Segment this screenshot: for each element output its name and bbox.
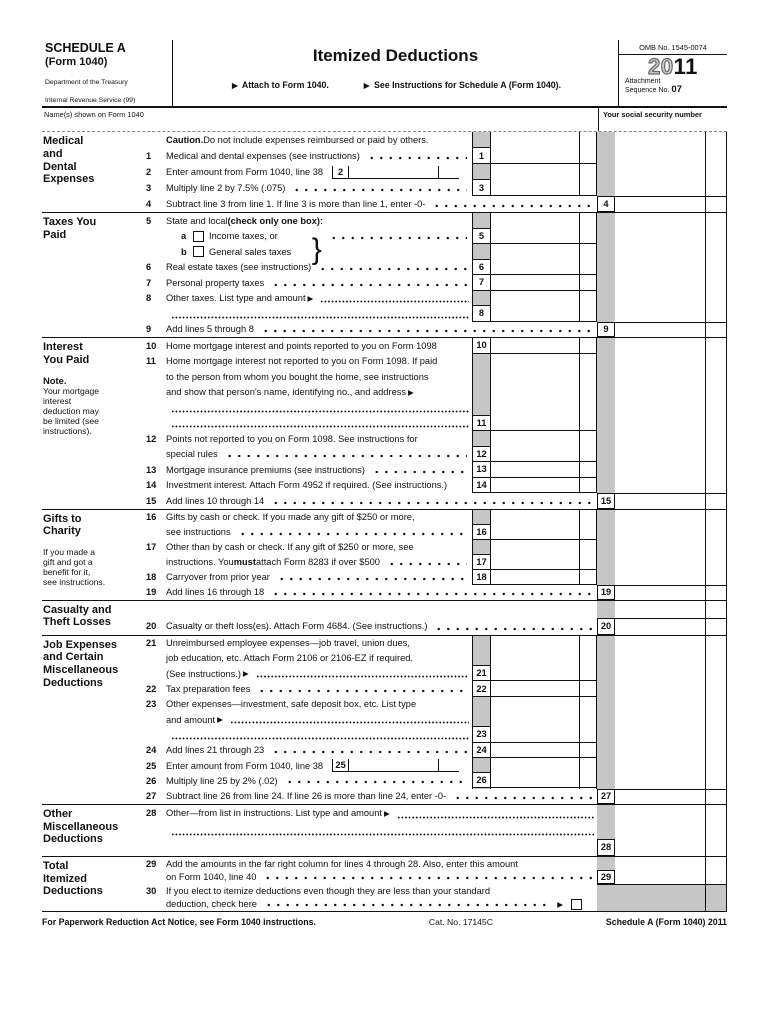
dot-leader xyxy=(453,796,592,800)
year-bold-digits: 11 xyxy=(673,54,698,79)
schedule-name: SCHEDULE A xyxy=(45,41,126,55)
right-cell-rule xyxy=(597,322,726,323)
line-24-label: Add lines 21 through 23 xyxy=(166,745,265,756)
line-26-number: 26 xyxy=(146,775,157,786)
right-cents-rule xyxy=(705,857,706,911)
line-29-number: 29 xyxy=(146,858,157,869)
line-16-label: Gifts by cash or check. If you made any gift of $250 or more, xyxy=(166,512,415,522)
line-1-number: 1 xyxy=(146,151,152,161)
line-11-number: 11 xyxy=(146,356,156,367)
arrow-icon xyxy=(364,81,370,90)
right-cell-rule xyxy=(597,585,726,586)
line-19-amount-field[interactable] xyxy=(615,585,726,600)
right-number-band xyxy=(597,636,615,804)
dot-leader xyxy=(225,454,467,458)
line-30-label: If you elect to itemize deductions even though they are less than your standard xyxy=(166,885,491,896)
title-block xyxy=(173,40,618,106)
write-in-line[interactable] xyxy=(230,721,469,724)
paperwork-notice: For Paperwork Reduction Act Notice, see Form 1040 instructions. xyxy=(42,916,316,927)
line-9-number: 9 xyxy=(146,324,152,335)
ssn-field[interactable]: Your social security number xyxy=(598,108,727,131)
line-20-label: Casualty or theft loss(es). Attach Form 4684. (See instructions.) xyxy=(166,621,428,631)
line-22-label: Tax preparation fees xyxy=(166,684,251,695)
line-5-box-number: 5 xyxy=(473,228,491,244)
right-cell-rule xyxy=(597,618,726,619)
line-5b-label: General sales taxes xyxy=(209,246,292,257)
dot-leader xyxy=(271,501,592,505)
section-gifts: Gifts to Charity If you made a gift and got a benefit for it, see instructions. 16 17 18 19 16 Gifts by cash or check. If you made any gift of $250 or more, see instructions 17 Other than by cash or check. If any gift of $250 or more, see instructions. You must attach Form 8283 if over $500 18 Carryover from prior year 19 Add lines 16 through 18 xyxy=(42,510,727,601)
line-25-number: 25 xyxy=(146,760,157,771)
line-20-box-number: 20 xyxy=(597,618,615,635)
dot-leader xyxy=(271,750,467,754)
section-medical xyxy=(42,132,727,213)
line-16-number: 16 xyxy=(146,512,157,522)
dot-leader xyxy=(238,532,467,536)
section-interest: Interest You Paid Note. Your mortgage interest deduction may be limited (see instructions). 10 11 12 13 14 15 10 Home mortgage interest and points reported to you on Form 1098 11 Home mortgage interest not reported to you on Form 1098. If paid to the person from whom you bought the home, see instructions and show that person's name, identifying no., and address ▶ 12 Points not reported to you on Form 1098. See instructions for special rules 13 Mortgage insurance premiums (see instructions) 14 Investment interest. Attach Form 4952 if required. (See instructions.) 15 Add lines 10 through 14 xyxy=(42,338,727,510)
line-5a-letter: a xyxy=(181,231,187,242)
dot-leader xyxy=(271,592,592,596)
arrow-icon xyxy=(232,81,238,90)
line-18-box-number: 18 xyxy=(473,569,491,584)
line-12-label: Points not reported to you on Form 1098. See instructions for xyxy=(166,433,418,444)
line-14-box-number: 14 xyxy=(473,477,491,493)
line-2-amount-field[interactable] xyxy=(349,166,438,178)
line-27-label: Subtract line 26 from line 24. If line 26 is more than line 24, enter -0- xyxy=(166,791,447,802)
line-13-box-number: 13 xyxy=(473,461,491,477)
line-5-number: 5 xyxy=(146,215,152,226)
line-4-amount-field[interactable] xyxy=(615,196,726,212)
form-number: (Form 1040) xyxy=(45,56,108,68)
section-label-total: Total Itemized Deductions xyxy=(43,859,103,898)
section-casualty xyxy=(42,601,727,636)
section-label-gifts: Gifts to Charity If you made a gift and got a benefit for it, see instructions. xyxy=(43,513,143,588)
line-2-entry-box xyxy=(332,166,459,179)
arrow-icon xyxy=(217,715,223,724)
line-1-label: Medical and dental expenses (see instructions) xyxy=(166,151,360,161)
line-17-number: 17 xyxy=(146,542,157,552)
dot-leader xyxy=(277,577,467,581)
write-in-line[interactable] xyxy=(171,833,594,836)
line-22-number: 22 xyxy=(146,684,157,695)
interest-note: Note. Your mortgage interest deduction may be limited (see instructions). xyxy=(43,374,100,436)
dot-leader xyxy=(257,689,467,693)
line-2-label: Enter amount from Form 1040, line 38 xyxy=(166,167,324,177)
name-row xyxy=(42,108,727,132)
line-15-number: 15 xyxy=(146,495,157,506)
line-14-number: 14 xyxy=(146,480,157,491)
section-label-medical: Medical and Dental Expenses xyxy=(43,135,95,186)
right-cell-rule xyxy=(597,493,726,494)
line-26-label: Multiply line 25 by 2% (.02) xyxy=(166,775,278,786)
dot-leader xyxy=(263,876,592,880)
gifts-note: If you made a gift and got a benefit for it, see instructions. xyxy=(43,547,106,588)
sequence-number: 07 xyxy=(671,83,682,95)
right-cents-rule xyxy=(705,636,706,804)
arrow-icon xyxy=(408,388,414,397)
tax-year xyxy=(619,56,727,78)
right-number-band xyxy=(597,213,615,337)
right-cents-rule xyxy=(705,601,706,635)
line-28-number: 28 xyxy=(146,808,157,819)
line-25-box-number: 25 xyxy=(332,759,349,771)
arrow-icon xyxy=(384,809,390,818)
attach-text: Attach to Form 1040. xyxy=(241,80,329,90)
line-17-label: Other than by cash or check. If any gift of $250 or more, see xyxy=(166,542,414,552)
write-in-line[interactable] xyxy=(320,300,469,303)
line-20-amount-field[interactable] xyxy=(615,618,726,635)
line-5b-letter: b xyxy=(181,246,187,257)
line-13-label: Mortgage insurance premiums (see instructions) xyxy=(166,464,365,475)
dot-leader xyxy=(271,283,467,287)
dot-leader xyxy=(372,470,467,474)
dot-leader xyxy=(318,267,467,271)
arrow-icon xyxy=(243,669,249,678)
line-22-box-number: 22 xyxy=(473,680,491,695)
line-14-label: Investment interest. Attach Form 4952 if required. (See instructions.) xyxy=(166,480,448,491)
line-21-number: 21 xyxy=(146,638,157,649)
right-cents-rule xyxy=(705,338,706,509)
section-total: Total Itemized Deductions 29 29 Add the amounts in the far right column for lines 4 through 28. Also, enter this amount on Form 1040, line 40 30 If you elect to itemize deductions even though they are less than your standard deduction, check here ▶ xyxy=(42,857,727,912)
line-29-amount-field[interactable] xyxy=(615,857,726,884)
section-label-job: Job Expenses and Certain Miscellaneous Deductions xyxy=(43,638,119,689)
dot-leader xyxy=(434,627,592,631)
right-cents-rule xyxy=(705,510,706,600)
form-id-footer: Schedule A (Form 1040) 2011 xyxy=(605,916,727,927)
attach-instructions xyxy=(173,80,618,90)
line-30-shaded-area xyxy=(597,884,726,911)
dot-leader xyxy=(292,188,467,192)
dot-leader xyxy=(387,562,467,566)
line-15-box-number: 15 xyxy=(597,493,615,509)
dot-leader xyxy=(285,780,467,784)
right-number-band xyxy=(597,338,615,509)
line-27-number: 27 xyxy=(146,791,157,802)
right-cents-rule xyxy=(705,213,706,337)
line-4-label: Subtract line 3 from line 1. If line 3 is more than line 1, enter -0- xyxy=(166,199,426,209)
caution-label: Caution. xyxy=(166,135,204,145)
write-in-line[interactable] xyxy=(171,737,469,740)
line-2-box-number: 2 xyxy=(332,166,349,178)
line-16-box-number: 16 xyxy=(473,524,491,539)
line-5-bold: (check only one box): xyxy=(227,215,324,226)
line-1-box-number: 1 xyxy=(473,147,491,163)
line-2-cents xyxy=(438,166,459,178)
year-outline-digits: 20 xyxy=(648,54,674,79)
line-18-number: 18 xyxy=(146,572,157,582)
line-27-amount-field[interactable] xyxy=(615,789,726,804)
line-3-box-number: 3 xyxy=(473,179,491,195)
dot-leader xyxy=(367,156,467,160)
right-cell-rule xyxy=(597,196,726,197)
section-label-casualty: Casualty and Theft Losses xyxy=(43,603,112,629)
line-23-number: 23 xyxy=(146,699,157,710)
line-5a-label: Income taxes, or xyxy=(209,231,278,242)
line-3-label: Multiply line 2 by 7.5% (.075) xyxy=(166,183,286,193)
line-24-number: 24 xyxy=(146,745,157,756)
line-4-box-number: 4 xyxy=(597,196,615,212)
line-3-number: 3 xyxy=(146,183,152,193)
line-25-entry-box xyxy=(332,759,459,772)
name-field[interactable]: Name(s) shown on Form 1040 xyxy=(44,110,144,119)
dot-leader xyxy=(261,329,592,333)
line-30-number: 30 xyxy=(146,885,157,896)
line-19-label: Add lines 16 through 18 xyxy=(166,587,265,597)
line-28-box-number: 28 xyxy=(597,839,615,856)
line-5-label: State and local xyxy=(166,215,228,226)
line-11-label: Home mortgage interest not reported to you on Form 1098. If paid xyxy=(166,356,438,367)
line-9-amount-field[interactable] xyxy=(615,322,726,338)
line-6-label: Real estate taxes (see instructions) xyxy=(166,262,312,273)
itemize-below-standard-checkbox[interactable] xyxy=(571,899,582,910)
line-10-number: 10 xyxy=(146,340,157,351)
section-label-other: Other Miscellaneous Deductions xyxy=(43,807,119,846)
right-cents-rule xyxy=(705,805,706,856)
line-12-box-number: 12 xyxy=(473,446,491,462)
line-26-box-number: 26 xyxy=(473,772,491,787)
section-other-misc xyxy=(42,805,727,857)
line-18-label: Carryover from prior year xyxy=(166,572,270,582)
line-9-label: Add lines 5 through 8 xyxy=(166,324,254,335)
dot-leader xyxy=(264,903,551,907)
form-title: Itemized Deductions xyxy=(312,46,479,65)
line-21-label: Unreimbursed employee expenses—job travel, union dues, xyxy=(166,638,410,649)
line-2-number: 2 xyxy=(146,167,152,177)
omb-year-block xyxy=(618,40,727,106)
line-7-number: 7 xyxy=(146,277,152,288)
line-28-amount-field[interactable] xyxy=(615,805,726,856)
line-8-box-number: 8 xyxy=(473,305,491,321)
form-body xyxy=(42,40,727,927)
attachment-sequence xyxy=(619,78,727,94)
line-10-box-number: 10 xyxy=(473,337,491,353)
income-taxes-checkbox[interactable] xyxy=(193,231,204,242)
irs-line: Internal Revenue Service (99) xyxy=(45,97,136,105)
arrow-icon xyxy=(308,294,314,303)
line-17-box-number: 17 xyxy=(473,554,491,569)
line-19-box-number: 19 xyxy=(597,585,615,600)
line-29-box-number: 29 xyxy=(597,870,615,884)
line-12-number: 12 xyxy=(146,433,157,444)
line-24-box-number: 24 xyxy=(473,742,491,757)
line-19-number: 19 xyxy=(146,587,157,597)
line-7-box-number: 7 xyxy=(473,274,491,290)
line-27-box-number: 27 xyxy=(597,789,615,804)
right-cents-rule xyxy=(705,132,706,212)
section-taxes: Taxes You Paid 5 6 7 8 9 5 State and local (check only one box): a Income taxes, or } b General sales taxes 6 Real estate taxes (see instructions) 7 Personal property taxes 8 Other taxes. List type and amount ▶ 9 Add lines 5 through 8 xyxy=(42,213,727,338)
line-7-label: Personal property taxes xyxy=(166,277,265,288)
section-label-taxes: Taxes You Paid xyxy=(43,216,97,241)
line-29-label: Add the amounts in the far right column for lines 4 through 28. Also, enter this amount xyxy=(166,858,518,869)
line-8-label: Other taxes. List type and amount xyxy=(166,293,306,304)
write-in-line[interactable] xyxy=(171,410,469,413)
form-id-block xyxy=(42,40,173,106)
dot-leader xyxy=(432,204,592,208)
line-15-label: Add lines 10 through 14 xyxy=(166,495,265,506)
line-13-number: 13 xyxy=(146,464,157,475)
dot-leader xyxy=(329,236,467,240)
caution-text: Do not include expenses reimbursed or paid by others. xyxy=(203,135,429,145)
right-cell-rule xyxy=(597,884,726,885)
line-4-number: 4 xyxy=(146,199,152,209)
department-line: Department of the Treasury xyxy=(45,78,128,86)
arrow-icon xyxy=(557,900,563,909)
form-footer xyxy=(42,917,727,927)
omb-number: OMB No. 1545-0074 xyxy=(619,40,727,55)
line-9-box-number: 9 xyxy=(597,322,615,338)
form-header xyxy=(42,40,727,108)
line-11-box-number: 11 xyxy=(473,415,491,431)
section-job-expenses: Job Expenses and Certain Miscellaneous Deductions 21 22 23 24 26 27 21 Unreimbursed employee expenses—job travel, union dues, job education, etc. Attach Form 2106 or 2106-EZ if required. (See instructions.) ▶ 22 Tax preparation fees 23 Other expenses—investment, safe deposit box, etc. List type and amount ▶ 24 Add lines 21 through 23 25 Enter amount from Form 1040, line 38 25 26 Multiply line 25 by 2% (.02) 27 Subtract line 26 from line 24. If line 26 is more than line 24, enter -0- xyxy=(42,636,727,805)
line-21-box-number: 21 xyxy=(473,665,491,680)
line-20-number: 20 xyxy=(146,621,157,631)
sequence-label: Sequence No. xyxy=(625,86,672,94)
line-28-label: Other—from list in instructions. List type and amount xyxy=(166,808,382,819)
write-in-line[interactable] xyxy=(256,675,469,678)
attachment-label: Attachment xyxy=(625,78,661,85)
section-label-interest: Interest You Paid Note. Your mortgage interest deduction may be limited (see instructions). xyxy=(43,341,143,436)
line-6-box-number: 6 xyxy=(473,259,491,275)
right-cell-rule xyxy=(597,789,726,790)
line-23-box-number: 23 xyxy=(473,726,491,741)
line-8-number: 8 xyxy=(146,293,152,304)
catalog-number: Cat. No. 17145C xyxy=(428,916,493,927)
line-23-label: Other expenses—investment, safe deposit box, etc. List type xyxy=(166,699,417,710)
line-25-amount-field[interactable] xyxy=(349,759,438,771)
line-15-amount-field[interactable] xyxy=(615,493,726,509)
line-10-label: Home mortgage interest and points reported to you on Form 1098 xyxy=(166,340,437,351)
line-25-label: Enter amount from Form 1040, line 38 xyxy=(166,760,324,771)
write-in-line[interactable] xyxy=(171,316,469,319)
line-25-cents xyxy=(438,759,459,771)
write-in-line[interactable] xyxy=(171,425,469,428)
see-instructions-text: See Instructions for Schedule A (Form 1040). xyxy=(374,80,562,90)
general-sales-taxes-checkbox[interactable] xyxy=(193,246,204,257)
line-6-number: 6 xyxy=(146,262,152,273)
write-in-line[interactable] xyxy=(397,816,594,819)
